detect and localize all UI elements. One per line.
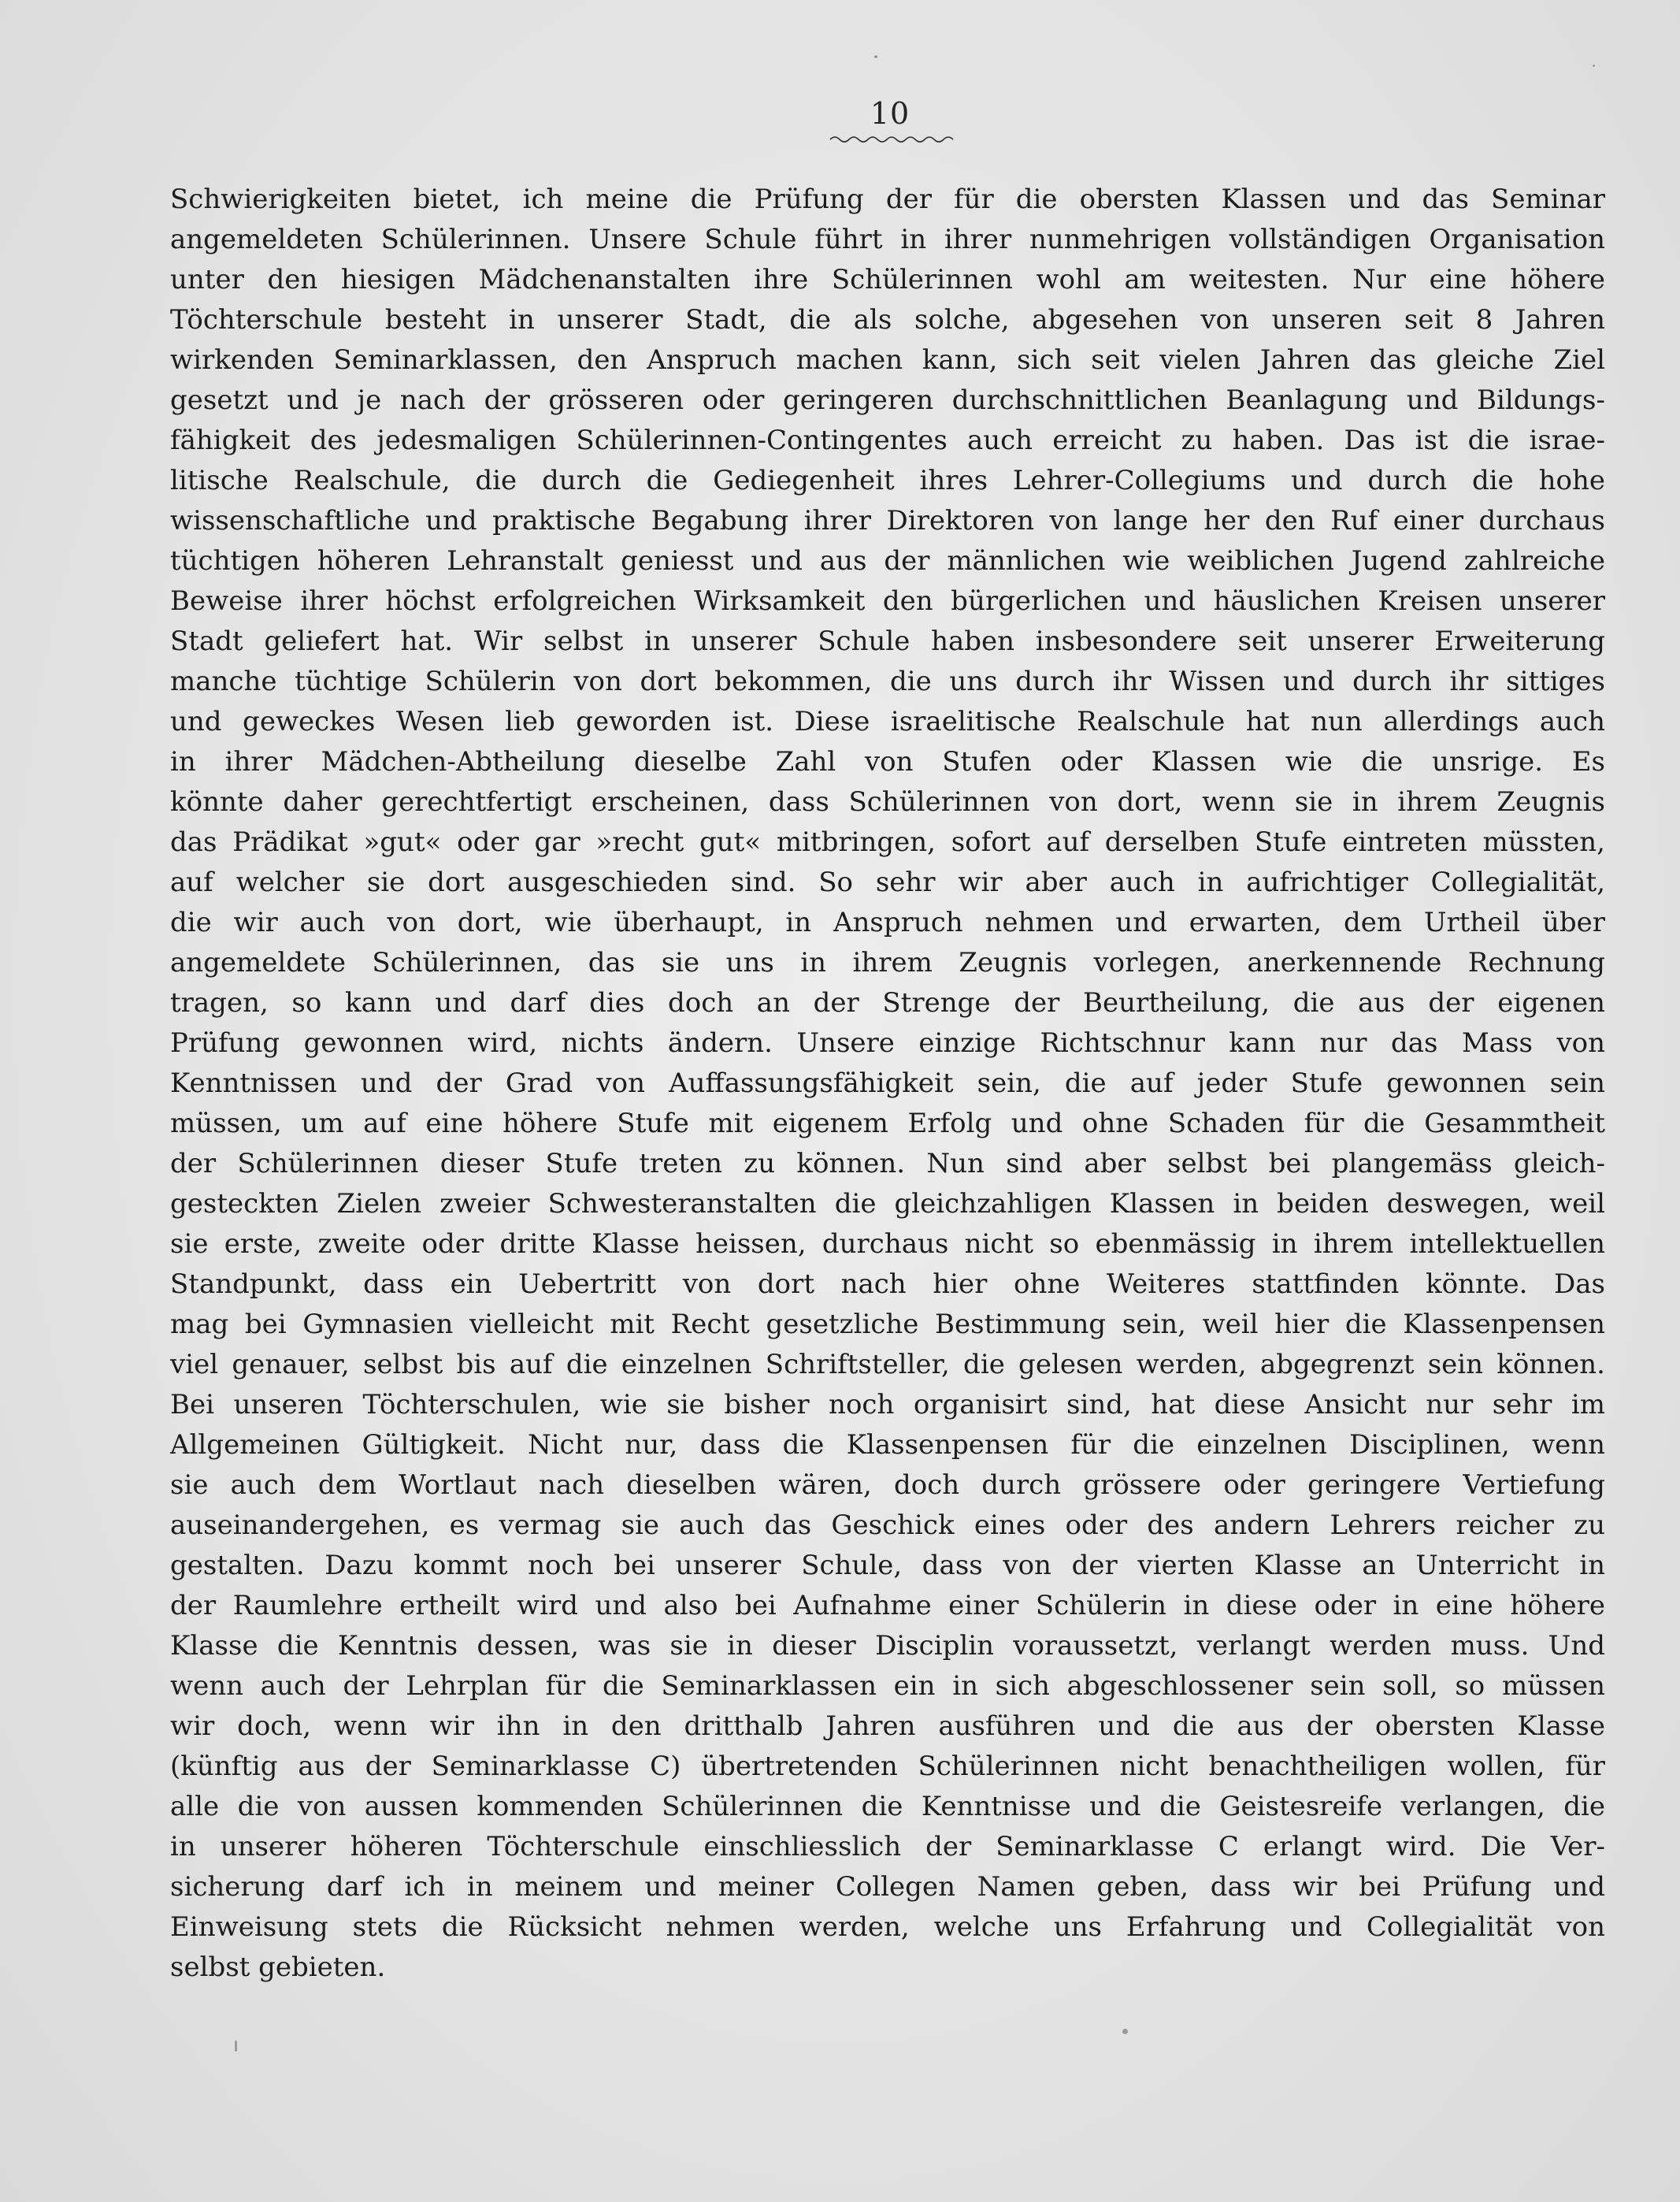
text-line: sie auch dem Wortlaut nach dieselben wären, doch durch grössere oder geringere Vertiefung bbox=[170, 1469, 1605, 1501]
text-line: selbst gebieten. bbox=[170, 1951, 386, 1983]
text-line: in unserer höheren Töchterschule einschliesslich der Seminarklasse C erlangt wird. Die Ver- bbox=[170, 1831, 1605, 1862]
text-line: viel genauer, selbst bis auf die einzelnen Schriftsteller, die gelesen werden, abgegrenzt sein können. bbox=[170, 1349, 1605, 1380]
text-line: unter den hiesigen Mädchenanstalten ihre Schülerinnen wohl am weitesten. Nur eine höhere bbox=[170, 264, 1605, 295]
text-line: Klasse die Kenntnis dessen, was sie in dieser Disciplin voraussetzt, verlangt werden muss. Und bbox=[170, 1630, 1605, 1662]
text-line: manche tüchtige Schülerin von dort bekommen, die uns durch ihr Wissen und durch ihr sittiges bbox=[170, 666, 1605, 697]
text-line: (künftig aus der Seminarklasse C) übertretenden Schülerinnen nicht benachtheiligen wollen, für bbox=[170, 1751, 1605, 1782]
text-line: litische Realschule, die durch die Gediegenheit ihres Lehrer-Collegiums und durch die hohe bbox=[170, 465, 1605, 496]
paper-speck bbox=[1122, 2029, 1128, 2034]
text-line: wenn auch der Lehrplan für die Seminarklassen ein in sich abgeschlossener sein soll, so müssen bbox=[170, 1670, 1605, 1702]
text-line: Einweisung stets die Rücksicht nehmen werden, welche uns Erfahrung und Collegialität von bbox=[170, 1911, 1605, 1943]
text-line: müssen, um auf eine höhere Stufe mit eigenem Erfolg und ohne Schaden für die Gesammtheit bbox=[170, 1108, 1605, 1139]
text-line: tragen, so kann und darf dies doch an der Strenge der Beurtheilung, die aus der eigenen bbox=[170, 987, 1605, 1019]
text-line: gesetzt und je nach der grösseren oder geringeren durchschnittlichen Beanlagung und Bildungs- bbox=[170, 384, 1605, 416]
text-line: die wir auch von dort, wie überhaupt, in Anspruch nehmen und erwarten, dem Urtheil über bbox=[170, 907, 1605, 938]
text-line: angemeldeten Schülerinnen. Unsere Schule führt in ihrer nunmehrigen vollständigen Organisation bbox=[170, 224, 1605, 255]
text-line: Schwierigkeiten bietet, ich meine die Prüfung der für die obersten Klassen und das Seminar bbox=[170, 184, 1605, 215]
text-line: Kenntnissen und der Grad von Auffassungsfähigkeit sein, die auf jeder Stufe gewonnen sein bbox=[170, 1068, 1605, 1099]
page-number-ornament bbox=[829, 134, 955, 145]
text-line: könnte daher gerechtfertigt erscheinen, dass Schülerinnen von dort, wenn sie in ihrem Zeugnis bbox=[170, 786, 1605, 818]
page-number: 10 bbox=[870, 96, 910, 131]
text-line: mag bei Gymnasien vielleicht mit Recht gesetzliche Bestimmung sein, weil hier die Klassenpensen bbox=[170, 1309, 1605, 1340]
text-line: angemeldete Schülerinnen, das sie uns in ihrem Zeugnis vorlegen, anerkennende Rechnung bbox=[170, 947, 1605, 978]
text-line: tüchtigen höheren Lehranstalt geniesst und aus der männlichen wie weiblichen Jugend zahlreiche bbox=[170, 545, 1605, 577]
text-line: Allgemeinen Gültigkeit. Nicht nur, dass die Klassenpensen für die einzelnen Disciplinen, wenn bbox=[170, 1429, 1605, 1461]
text-line: auseinandergehen, es vermag sie auch das Geschick eines oder des andern Lehrers reicher zu bbox=[170, 1509, 1605, 1541]
text-line: auf welcher sie dort ausgeschieden sind. So sehr wir aber auch in aufrichtiger Collegialität, bbox=[170, 867, 1605, 898]
text-line: Bei unseren Töchterschulen, wie sie bisher noch organisirt sind, hat diese Ansicht nur sehr im bbox=[170, 1389, 1605, 1420]
text-line: wirkenden Seminarklassen, den Anspruch machen kann, sich seit vielen Jahren das gleiche Ziel bbox=[170, 344, 1605, 376]
text-line: sicherung darf ich in meinem und meiner Collegen Namen geben, dass wir bei Prüfung und bbox=[170, 1871, 1605, 1903]
text-line: alle die von aussen kommenden Schülerinnen die Kenntnisse und die Geistesreife verlangen, die bbox=[170, 1791, 1605, 1822]
text-line: und geweckes Wesen lieb geworden ist. Diese israelitische Realschule hat nun allerdings auch bbox=[170, 706, 1605, 737]
text-line: wissenschaftliche und praktische Begabung ihrer Direktoren von lange her den Ruf einer durchaus bbox=[170, 505, 1605, 537]
paper-speck bbox=[874, 55, 877, 58]
text-line: Prüfung gewonnen wird, nichts ändern. Unsere einzige Richtschnur kann nur das Mass von bbox=[170, 1027, 1605, 1059]
text-line: der Raumlehre ertheilt wird und also bei Aufnahme einer Schülerin in diese oder in eine höhere bbox=[170, 1590, 1605, 1621]
text-line: Stadt geliefert hat. Wir selbst in unserer Schule haben insbesondere seit unserer Erweiterung bbox=[170, 626, 1605, 657]
text-line: Beweise ihrer höchst erfolgreichen Wirksamkeit den bürgerlichen und häuslichen Kreisen unserer bbox=[170, 585, 1605, 617]
text-line: sie erste, zweite oder dritte Klasse heissen, durchaus nicht so ebenmässig in ihrem intellektuellen bbox=[170, 1228, 1605, 1260]
paper-speck bbox=[1593, 65, 1595, 67]
text-line: gesteckten Zielen zweier Schwesteranstalten die gleichzahligen Klassen in beiden deswegen, weil bbox=[170, 1188, 1605, 1220]
text-line: gestalten. Dazu kommt noch bei unserer Schule, dass von der vierten Klasse an Unterricht in bbox=[170, 1550, 1605, 1581]
text-line: wir doch, wenn wir ihn in den dritthalb Jahren ausführen und die aus der obersten Klasse bbox=[170, 1710, 1605, 1742]
body-text bbox=[170, 180, 1605, 1988]
text-line: fähigkeit des jedesmaligen Schülerinnen-Contingentes auch erreicht zu haben. Das ist die israe- bbox=[170, 425, 1605, 456]
text-line: der Schülerinnen dieser Stufe treten zu können. Nun sind aber selbst bei plangemäss gleich- bbox=[170, 1148, 1605, 1179]
text-line: Standpunkt, dass ein Uebertritt von dort nach hier ohne Weiteres stattfinden könnte. Das bbox=[170, 1268, 1605, 1300]
text-line: in ihrer Mädchen-Abtheilung dieselbe Zahl von Stufen oder Klassen wie die unsrige. Es bbox=[170, 746, 1605, 778]
text-line: Töchterschule besteht in unserer Stadt, die als solche, abgesehen von unseren seit 8 Jahren bbox=[170, 304, 1605, 336]
text-line: das Prädikat »gut« oder gar »recht gut« mitbringen, sofort auf derselben Stufe eintreten müssten, bbox=[170, 826, 1605, 858]
paper-speck bbox=[235, 2040, 237, 2052]
